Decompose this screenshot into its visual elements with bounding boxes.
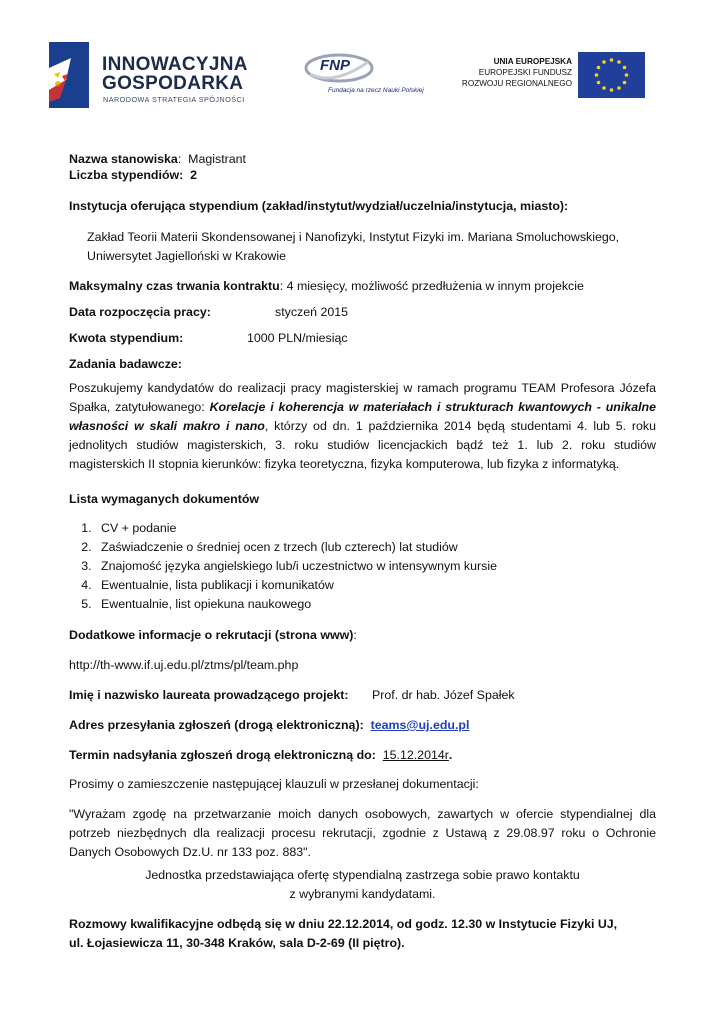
eu-line1: UNIA EUROPEJSKA xyxy=(493,57,572,66)
list-item: 4. Ewentualnie, lista publikacji i komunikatów xyxy=(95,576,660,595)
fnp-logo-text: FNP xyxy=(320,57,350,74)
eu-flag-icon xyxy=(578,52,645,98)
eu-line2: EUROPEJSKI FUNDUSZ xyxy=(478,68,572,77)
email-label: Adres przesyłania zgłoszeń (drogą elektroniczną): xyxy=(69,718,364,732)
position-name-line: Nazwa stanowiska: Magistrant xyxy=(69,152,246,166)
more-info-url[interactable]: http://th-www.if.uj.edu.pl/ztms/pl/team.php xyxy=(69,658,299,672)
interviews-line1: Rozmowy kwalifikacyjne odbędą się w dniu 22.12.2014, od godz. 12.30 w Instytucie Fizyki UJ, xyxy=(69,917,618,931)
start-label: Data rozpoczęcia pracy: xyxy=(69,305,211,319)
more-info-colon: : xyxy=(353,628,357,642)
contract-value: : 4 miesięcy, możliwość przedłużenia w innym projekcie xyxy=(279,279,584,293)
ig-logo-line2: GOSPODARKA xyxy=(102,73,244,94)
contract-line xyxy=(69,277,656,296)
tasks-text-after: , którzy od dn. 1 października 2014 będą studentami 4. lub 5. roku jednolitych studiów magisterskich, 3. roku studiów licencjackich bądź też 1. lub 2. roku studiów magisterskich II stopnia kierunków: fizyka teoretyczna, fizyka komputerowa, lub fizyka z informatyką. xyxy=(69,419,656,471)
tasks-text-before: Poszukujemy kandydatów do realizacji pracy magisterskiej w ramach programu TEAM Profesora Józefa Spałka, zatytułowanego: xyxy=(69,381,656,414)
start-value: styczeń 2015 xyxy=(275,305,349,319)
institution-label: Instytucja oferująca stypendium (zakład/instytut/wydział/uczelnia/instytucja, miasto): xyxy=(69,199,569,213)
eu-line3: ROZWOJU REGIONALNEGO xyxy=(461,79,572,88)
clause-intro: Prosimy o zamieszczenie następującej klauzuli w przesłanej dokumentacji: xyxy=(69,777,479,791)
deadline-value: 15.12.2014r xyxy=(382,748,449,762)
amount-label: Kwota stypendium: xyxy=(69,331,184,345)
project-title: Korelacje i koherencja w materiałach i strukturach kwantowych - unikalne własności w skali makro i nano xyxy=(69,400,656,433)
list-item: 5. Ewentualnie, list opiekuna naukowego xyxy=(95,595,660,614)
laureate-label: Imię i nazwisko laureata prowadzącego projekt: xyxy=(69,688,349,702)
tasks-text xyxy=(69,379,656,474)
tasks-label: Zadania badawcze: xyxy=(69,357,182,371)
amount-line xyxy=(69,329,656,348)
reserve-line2: z wybranymi kandydatami. xyxy=(289,887,436,901)
laureate-value: Prof. dr hab. Józef Spałek xyxy=(372,688,515,702)
scholarship-count-line xyxy=(69,166,656,185)
clause-text: "Wyrażam zgodę na przetwarzanie moich danych osobowych, zawartych w ofercie stypendialnej dla potrzeb niezbędnych dla realizacji procesu rekrutacji, zgodnie z Ustawą z 29.08.97 roku o Ochronie Danych Osobowych Dz.U. nr 133 poz. 883". xyxy=(69,807,656,859)
interviews-line2: ul. Łojasiewicza 11, 30-348 Kraków, sala D-2-69 (II piętro). xyxy=(69,936,405,950)
email-line xyxy=(69,716,656,735)
fnp-caption: Fundacja na rzecz Nauki Polskiej xyxy=(328,87,424,94)
laureate-line xyxy=(69,686,656,705)
documents-label: Lista wymaganych dokumentów xyxy=(69,492,260,506)
eu-logo xyxy=(450,52,650,102)
documents-list xyxy=(73,519,660,614)
deadline-label: Termin nadsyłania zgłoszeń drogą elektroniczną do: xyxy=(69,748,376,762)
amount-value: 1000 PLN/miesiąc xyxy=(247,331,348,345)
reserve-line1: Jednostka przedstawiająca ofertę stypendialną zastrzega sobie prawo kontaktu xyxy=(145,868,580,882)
ig-logo-line1: INNOWACYJNA xyxy=(102,54,248,75)
institution-value: Zakład Teorii Materii Skondensowanej i Nanofizyki, Instytut Fizyki im. Mariana Smoluchowskiego, Uniwersytet Jagielloński w Krakowie xyxy=(87,230,620,263)
eu-text-block xyxy=(450,56,572,89)
list-item: 1. CV + podanie xyxy=(95,519,660,538)
more-info-label: Dodatkowe informacje o rekrutacji (strona www) xyxy=(69,628,354,642)
position-value: Magistrant xyxy=(188,152,246,166)
ig-logo-line3: NARODOWA STRATEGIA SPÓJNOŚCI xyxy=(103,95,245,104)
innowacyjna-gospodarka-logo xyxy=(46,40,276,112)
fnp-logo xyxy=(302,52,442,102)
start-date-line xyxy=(69,303,656,322)
list-item: 3. Znajomość języka angielskiego lub/i uczestnictwo w intensywnym kursie xyxy=(95,557,660,576)
position-label: Nazwa stanowiska xyxy=(69,152,178,166)
more-info-line xyxy=(69,626,656,645)
ig-flag-icon xyxy=(46,40,92,110)
count-value: 2 xyxy=(190,168,198,182)
count-label: Liczba stypendiów: xyxy=(69,168,184,182)
email-link[interactable]: teams@uj.edu.pl xyxy=(370,718,470,732)
contract-label: Maksymalny czas trwania kontraktu xyxy=(69,279,280,293)
deadline-suffix: . xyxy=(448,748,453,762)
list-item: 2. Zaświadczenie o średniej ocen z trzech (lub czterech) lat studiów xyxy=(95,538,660,557)
deadline-line xyxy=(69,746,656,765)
